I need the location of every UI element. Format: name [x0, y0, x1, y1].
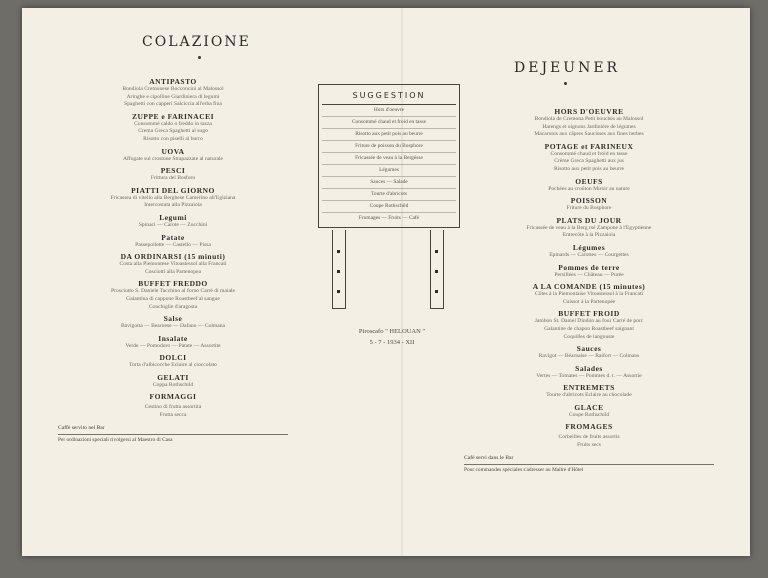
special-orders-note: Per ordinazioni speciali rivolgersi al Maestro di Casa	[58, 436, 173, 443]
section-heading: Insalate	[158, 333, 188, 343]
menu-item: Coquilles de langouste	[563, 333, 615, 340]
menu-item: Conchiglie d'aragosta	[148, 303, 198, 310]
menu-item: Côtes à la Piemontaise Vitoastessol à la Francati	[534, 291, 644, 298]
menu-item: Cosciotti alla Partenopea	[145, 268, 201, 275]
ship-name: Piroscafo " HELOUAN "	[358, 328, 426, 335]
special-orders-note: Pour commandes spéciales s'adresser au Maître d'Hôtel	[464, 466, 584, 473]
section-heading: DA ORDINARSI (15 minuti)	[120, 252, 226, 262]
menu-section	[464, 142, 714, 174]
menu-item: Intercostata alla Pizzaiola	[144, 202, 202, 209]
menu-section	[58, 77, 288, 109]
suggestion-item: Fricassée de veau à la Bergèsse	[322, 153, 456, 165]
menu-section	[464, 344, 714, 361]
section-heading: Patate	[161, 232, 185, 242]
menu-item: Verde — Pomodoro — Patate — Assortite	[125, 342, 221, 349]
section-heading: ZUPPE e FARINACEI	[131, 111, 215, 121]
voyage-date: 5 - 7 - 1934 - XII	[369, 339, 415, 346]
menu-section	[58, 112, 288, 144]
section-heading: ANTIPASTO	[149, 77, 197, 86]
divider	[58, 434, 288, 435]
menu-section	[58, 314, 288, 331]
menu-section	[58, 404, 288, 419]
menu-section	[464, 403, 714, 420]
suggestion-item: Tourte d'abricots	[322, 189, 456, 201]
section-heading: POISSON	[570, 196, 608, 206]
menu-section	[464, 263, 714, 280]
page-title-colazione: COLAZIONE	[142, 34, 251, 50]
menu-section	[464, 243, 714, 260]
suggestion-item: Légumes	[322, 165, 456, 177]
menu-section	[58, 392, 288, 401]
menu-item: Coupe Rothschild	[568, 411, 610, 418]
menu-item: Entrecôte à la Pizzaiola	[562, 232, 616, 239]
section-heading: ENTREMETS	[563, 383, 615, 393]
menu-item: Spaghetti con capperi Salciccia all'erba fina	[124, 101, 222, 108]
suggestion-item: Sauces — Salade	[322, 177, 456, 189]
menu-item: Fricassea di vitello alla Berghese Camerino all'Egiziana	[110, 194, 236, 201]
menu-section	[58, 373, 288, 390]
menu-section	[58, 147, 288, 164]
menu-item: Fricassée de veau à la Berg rsé Zampone à l'Egyptienne	[526, 224, 652, 231]
menu-item: Frutta secca	[159, 412, 187, 419]
menu-section	[464, 434, 714, 449]
coffee-note: Caffè servito nel Bar	[58, 424, 105, 431]
menu-item: Pochées au croûton Miroir au nature	[548, 185, 630, 192]
menu-section	[464, 196, 714, 213]
menu-item: Vertes — Tomates — Pommes d. t. — Assortie	[536, 372, 642, 379]
divider	[464, 464, 714, 465]
menu-item: Affogate sul crostone Strapazzate al naturale	[122, 155, 224, 162]
menu-item: Torta d'albicocche Eclaire al cioccolato	[129, 362, 217, 369]
section-heading: GELATI	[157, 372, 189, 382]
page-title-dejeuner: DEJEUNER	[514, 60, 621, 76]
menu-section	[58, 186, 288, 210]
menu-item: Cuissot à la Partenopée	[562, 298, 616, 305]
menu-section	[58, 353, 288, 370]
menu-item: Coppa Rothschild	[152, 381, 194, 388]
menu-item: Frittura del Bosforo	[150, 175, 196, 182]
menu-section	[58, 279, 288, 311]
menu-item: Bavigotta — Bearnese — Dafano — Colmana	[120, 323, 226, 330]
suggestion-item: Hors d'oeuvre	[322, 105, 456, 117]
menu-item: Spinaci — Carote — Zucchini	[138, 221, 208, 228]
section-heading: Salse	[163, 314, 183, 324]
menu-item: Risotto aux petit pois au beurre	[553, 165, 625, 172]
menu-section	[464, 177, 714, 194]
coffee-note: Café servi dans le Bar	[464, 454, 514, 461]
suggestion-item: Coupe Rothschild	[322, 201, 456, 213]
section-heading: Pommes de terre	[558, 262, 620, 272]
section-heading: Légumes	[572, 242, 606, 252]
menu-section	[464, 309, 714, 341]
menu-section	[464, 107, 714, 139]
section-heading: A LA COMANDE (15 minutes)	[532, 282, 646, 292]
menu-item: Crème Greca Spaghetti aux jus	[554, 158, 624, 165]
menu-item: Consommé caldo o freddo in tazza	[134, 120, 212, 127]
section-heading: PIATTI DEL GIORNO	[131, 185, 215, 195]
suggestion-title: SUGGESTION	[322, 88, 456, 105]
right-page	[404, 8, 750, 556]
suggestion-item: Consommé chaud et froid en tasse	[322, 117, 456, 129]
section-heading: Legumi	[159, 212, 187, 222]
menu-item: Prosciutto S. Daniele Tacchino al forno Carré di maiale	[111, 288, 235, 295]
menu-item: Cestino di frutta assortita	[144, 404, 202, 411]
menu-section	[464, 364, 714, 381]
title-dot	[564, 82, 567, 85]
menu-section	[58, 213, 288, 230]
section-heading: Salades	[575, 363, 603, 373]
section-heading: FROMAGES	[565, 422, 613, 432]
menu-item: Passepoilette — Castello — Pissa	[135, 241, 211, 248]
title-dot	[198, 56, 201, 59]
menu-item: Ravigot — Béarnaise — Raifort — Colmans	[538, 353, 640, 360]
menu-item: Persillées — Château — Purée	[554, 271, 624, 278]
section-heading: PESCI	[160, 166, 186, 176]
suggestion-item: Fromages — Fruits — Café	[358, 215, 420, 221]
menu-item: Risotto con piselli al burro	[143, 135, 203, 142]
section-heading: GLACE	[574, 402, 604, 412]
dejeuner-menu	[464, 104, 714, 473]
menu-item: Macaronis aux câpres Saucisses aux fines herbes	[534, 131, 644, 138]
menu-item: Bondiola Cremonese Bocconcini al Malossol	[122, 86, 224, 92]
menu-section	[464, 216, 714, 240]
menu-item: Corbeilles de fruits assortis	[558, 434, 620, 441]
menu-section	[58, 334, 288, 351]
menu-sheet	[22, 8, 750, 556]
menu-item: Consommé chaud et froid en tasse	[550, 150, 628, 157]
colazione-menu	[58, 74, 288, 443]
sign-post-left	[332, 230, 346, 309]
section-heading: DOLCI	[159, 353, 187, 363]
section-heading: Sauces	[576, 344, 602, 354]
menu-item: Friture du Bosphore	[566, 205, 612, 212]
menu-section	[464, 282, 714, 306]
section-heading: POTAGE et FARINEUX	[544, 141, 634, 151]
menu-item: Harengs et oignons Jardinière de légumes	[542, 123, 636, 130]
menu-item: Galantina di cappone Roastbeef al sangue	[126, 295, 220, 302]
menu-item: Jambon St. Daniel Dindon au four Carré de porc	[534, 318, 644, 325]
section-heading: BUFFET FROID	[558, 309, 620, 319]
menu-item: Galantine de chapon Roastbeef saignant	[544, 325, 634, 332]
suggestion-item: Friture de poisson du Bosphore	[322, 141, 456, 153]
menu-section	[58, 233, 288, 250]
section-heading: OEUFS	[575, 176, 603, 186]
menu-section	[464, 383, 714, 400]
suggestion-item: Risotto aux petit pois au beurre	[322, 129, 456, 141]
menu-item: Epinards — Carottes — Courgettes	[549, 251, 629, 258]
menu-section	[58, 252, 288, 276]
menu-section	[58, 166, 288, 183]
menu-item: Fruits secs	[577, 442, 601, 449]
section-heading: PLATS DU JOUR	[556, 215, 622, 225]
menu-item: Aringhe e cipolline Giardiniera di legumi	[126, 93, 220, 100]
menu-section	[464, 422, 714, 431]
menu-item: Crema Greca Spaghetti al sugo	[138, 128, 208, 135]
section-heading: FORMAGGI	[149, 392, 197, 402]
section-heading: BUFFET FREDDO	[138, 279, 208, 289]
section-heading: HORS D'OEUVRE	[554, 107, 624, 116]
menu-item: Bondiola de Cremona Petit bouchés au Malossol	[534, 116, 644, 122]
menu-item: Tourte d'abricots Eclaire au chocolade	[546, 392, 632, 399]
section-heading: UOVA	[161, 146, 185, 156]
menu-item: Costa alla Piemontese Vitoastessol alla Francati	[119, 261, 227, 268]
